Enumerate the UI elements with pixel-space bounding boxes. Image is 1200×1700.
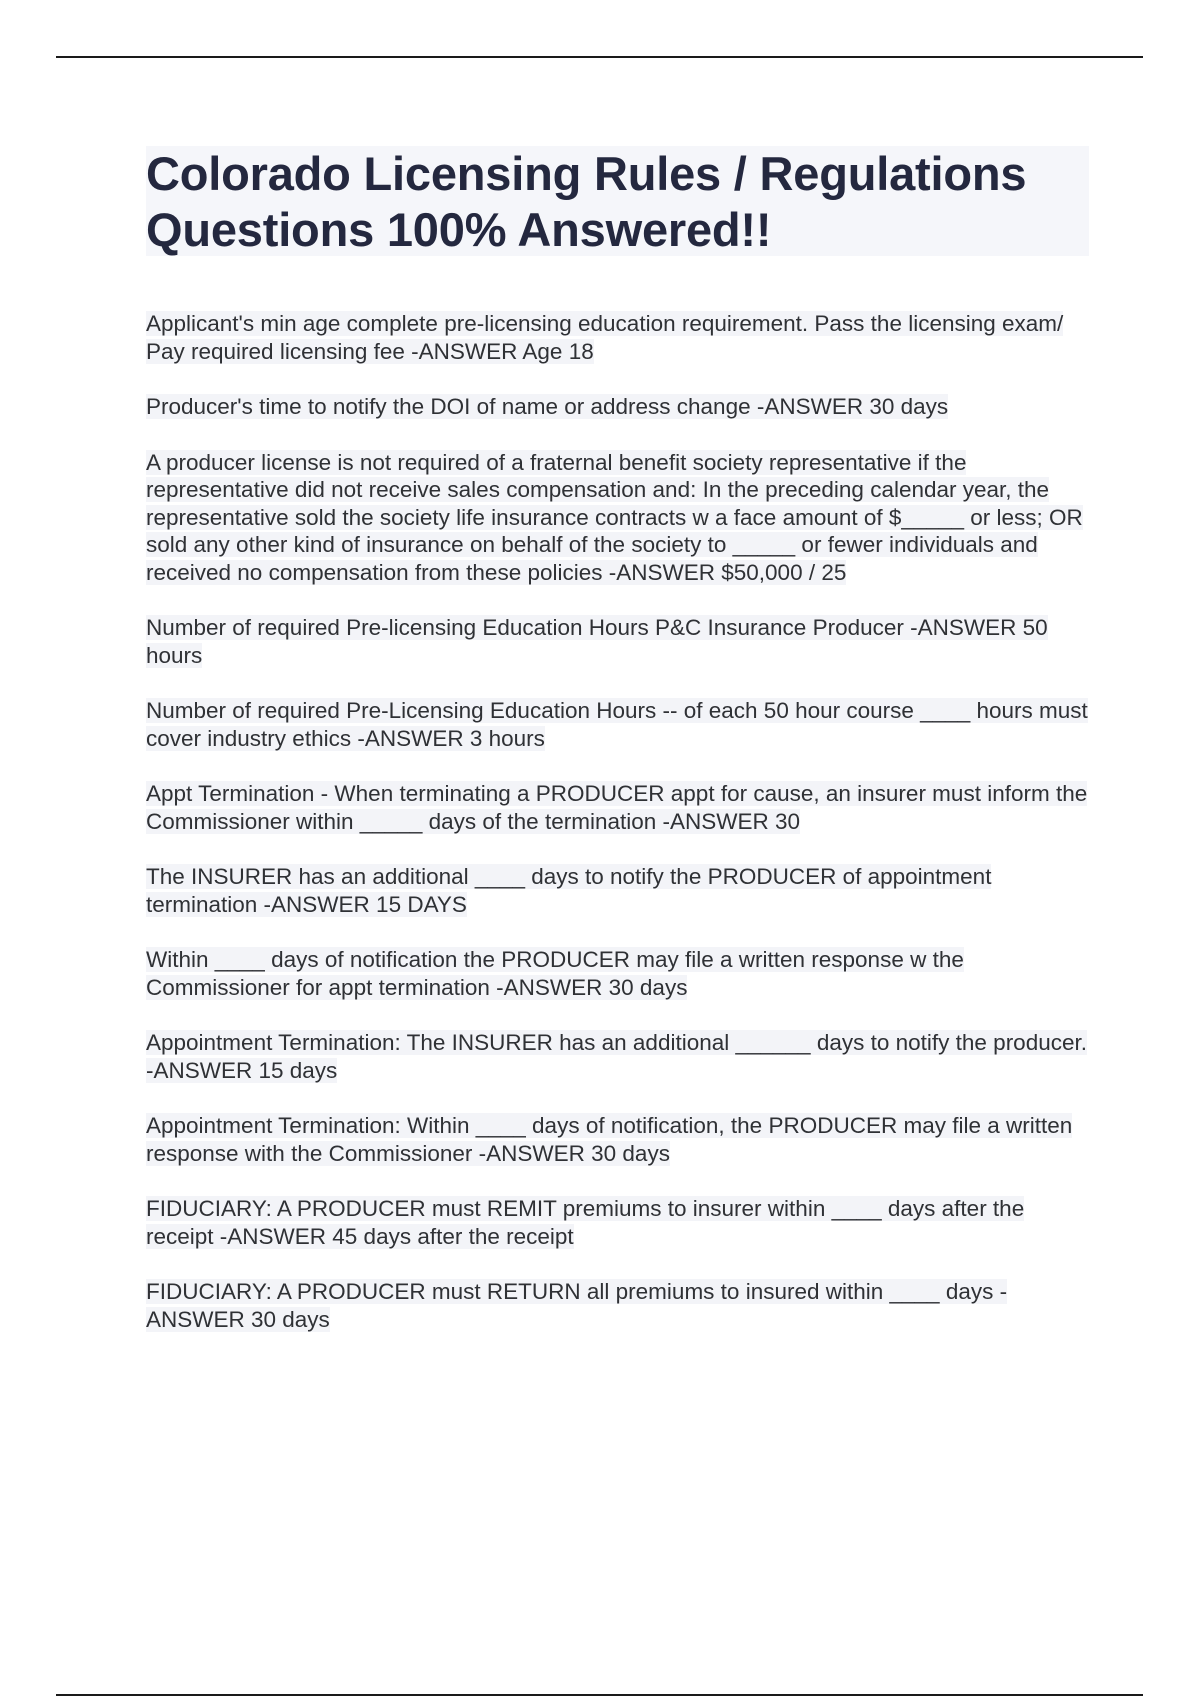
qa-text: FIDUCIARY: A PRODUCER must REMIT premiums to insurer within ____ days after the receipt -ANSWER 45 days after the receipt — [146, 1196, 1025, 1249]
qa-item — [146, 1029, 1091, 1084]
qa-text: Appointment Termination: The INSURER has an additional ______ days to notify the producer. -ANSWER 15 days — [146, 1030, 1087, 1083]
qa-text: The INSURER has an additional ____ days to notify the PRODUCER of appointment termination -ANSWER 15 DAYS — [146, 864, 992, 917]
qa-text: Applicant's min age complete pre-licensing education requirement. Pass the licensing exam/ Pay required licensing fee -ANSWER Age 18 — [146, 311, 1064, 364]
qa-text: Appointment Termination: Within ____ days of notification, the PRODUCER may file a written response with the Commissioner -ANSWER 30 days — [146, 1113, 1073, 1166]
qa-item — [146, 310, 1091, 365]
title-block — [146, 146, 1089, 256]
qa-text: Producer's time to notify the DOI of name or address change -ANSWER 30 days — [146, 394, 949, 419]
qa-text: Number of required Pre-licensing Education Hours P&C Insurance Producer -ANSWER 50 hours — [146, 615, 1048, 668]
qa-item — [146, 780, 1091, 835]
qa-text: Within ____ days of notification the PRODUCER may file a written response w the Commissioner for appt termination -ANSWER 30 days — [146, 947, 964, 1000]
qa-item — [146, 697, 1091, 752]
qa-item — [146, 1112, 1091, 1167]
qa-item — [146, 614, 1091, 669]
bottom-divider — [56, 1694, 1143, 1696]
qa-text: Number of required Pre-Licensing Education Hours -- of each 50 hour course ____ hours must cover industry ethics -ANSWER 3 hours — [146, 698, 1088, 751]
qa-item — [146, 1278, 1091, 1333]
document-title: Colorado Licensing Rules / Regulations Questions 100% Answered!! — [146, 147, 1027, 256]
qa-item — [146, 863, 1091, 918]
qa-item — [146, 393, 1091, 421]
qa-text: A producer license is not required of a fraternal benefit society representative if the representative did not receive sales compensation and: In the preceding calendar year, the representative sold the society life insurance contracts w a face amount of $_____ or less; OR sold any other kind of insurance on behalf of the society to _____ or fewer individuals and received no compensation from these policies -ANSWER $50,000 / 25 — [146, 449, 1083, 585]
top-divider — [56, 56, 1143, 58]
qa-item — [146, 946, 1091, 1001]
qa-item — [146, 1195, 1091, 1250]
qa-item — [146, 449, 1091, 587]
qa-text: FIDUCIARY: A PRODUCER must RETURN all premiums to insured within ____ days -ANSWER 30 days — [146, 1279, 1008, 1332]
qa-list — [146, 310, 1091, 1361]
qa-text: Appt Termination - When terminating a PRODUCER appt for cause, an insurer must inform the Commissioner within _____ days of the termination -ANSWER 30 — [146, 781, 1088, 834]
